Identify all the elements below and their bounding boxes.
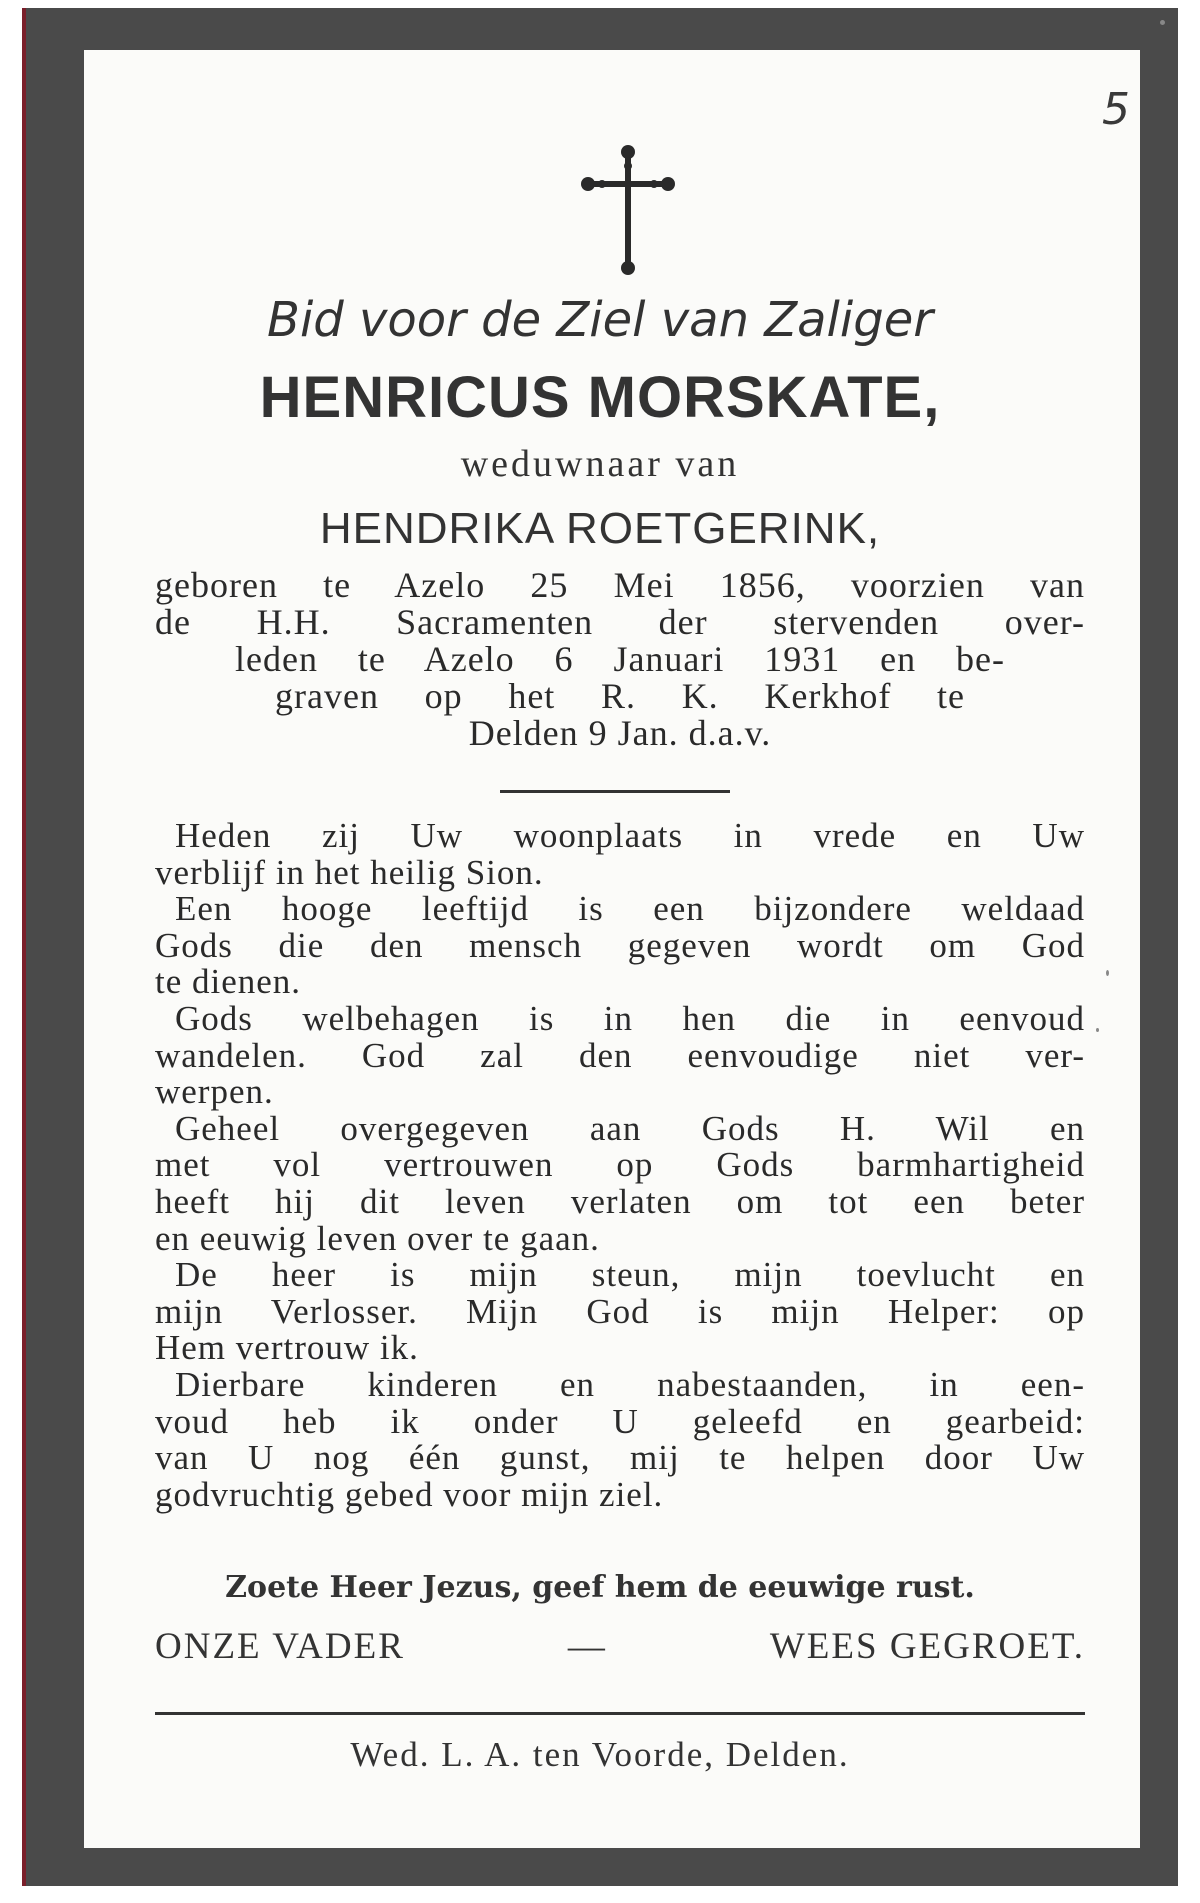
widower-label: weduwnaar van bbox=[460, 443, 740, 485]
text-line: voud heb ik onder U geleefd en gearbeid: bbox=[155, 1401, 1085, 1441]
biography bbox=[155, 567, 1085, 752]
bio-line: Delden 9 Jan. d.a.v. bbox=[468, 713, 772, 753]
divider bbox=[500, 790, 730, 793]
text-line: Een hooge leeftijd is een bijzondere weldaad bbox=[175, 889, 1085, 929]
text-line: Gods welbehagen is in hen die in eenvoud bbox=[175, 998, 1085, 1038]
text-line: Heden zij Uw woonplaats in vrede en Uw bbox=[175, 816, 1085, 855]
text-line: Gods die den mensch gegeven wordt om God bbox=[155, 925, 1085, 965]
text-line: te dienen. bbox=[155, 962, 302, 1002]
text-line: met vol vertrouwen op Gods barmhartigheid bbox=[155, 1145, 1085, 1185]
invocation: Bid voor de Ziel van Zaliger bbox=[267, 292, 933, 348]
prayer-our-father: ONZE VADER bbox=[155, 1626, 405, 1667]
bio-line: leden te Azelo 6 Januari 1931 en be- bbox=[235, 639, 1005, 679]
prayer-separator: — bbox=[567, 1626, 607, 1667]
scan-speck bbox=[1160, 20, 1165, 25]
text-line: godvruchtig gebed voor mijn ziel. bbox=[155, 1474, 664, 1514]
bio-line: graven op het R. K. Kerkhof te bbox=[275, 676, 965, 716]
text-line: mijn Verlosser. Mijn God is mijn Helper: op bbox=[155, 1291, 1085, 1331]
text-line: Hem vertrouw ik. bbox=[155, 1328, 419, 1368]
prayer-hail-mary: WEES GEGROET. bbox=[769, 1626, 1085, 1667]
cross-icon bbox=[580, 144, 676, 276]
text-line: heeft hij dit leven verlaten om tot een beter bbox=[155, 1181, 1085, 1221]
page-number: 5 bbox=[1102, 84, 1130, 135]
deceased-name: HENRICUS MORSKATE, bbox=[259, 365, 941, 430]
scan-speck bbox=[1106, 970, 1109, 976]
text-line: verblijf in het heilig Sion. bbox=[155, 852, 544, 892]
text-line: wandelen. God zal den eenvoudige niet ver- bbox=[155, 1035, 1085, 1075]
text-line: Geheel overgegeven aan Gods H. Wil en bbox=[175, 1108, 1085, 1148]
closing-prayer: Zoete Heer Jezus, geef hem de eeuwige rust. bbox=[225, 1570, 975, 1605]
scan-speck bbox=[1096, 1028, 1099, 1032]
text-line: werpen. bbox=[155, 1072, 274, 1112]
bio-line: de H.H. Sacramenten der stervenden over- bbox=[155, 602, 1085, 642]
spouse-name: HENDRIKA ROETGERINK, bbox=[319, 504, 881, 553]
text-line: De heer is mijn steun, mijn toevlucht en bbox=[175, 1255, 1085, 1295]
printer-credit: Wed. L. A. ten Voorde, Delden. bbox=[350, 1735, 850, 1774]
footer-divider bbox=[155, 1712, 1085, 1715]
prayer-names bbox=[155, 1625, 1085, 1668]
text-line: Dierbare kinderen en nabestaanden, in een- bbox=[175, 1364, 1085, 1404]
text-line: en eeuwig leven over te gaan. bbox=[155, 1218, 600, 1258]
bio-line: geboren te Azelo 25 Mei 1856, voorzien van bbox=[155, 565, 1085, 605]
memorial-text bbox=[155, 818, 1085, 1513]
text-line: van U nog één gunst, mij te helpen door Uw bbox=[155, 1438, 1085, 1478]
